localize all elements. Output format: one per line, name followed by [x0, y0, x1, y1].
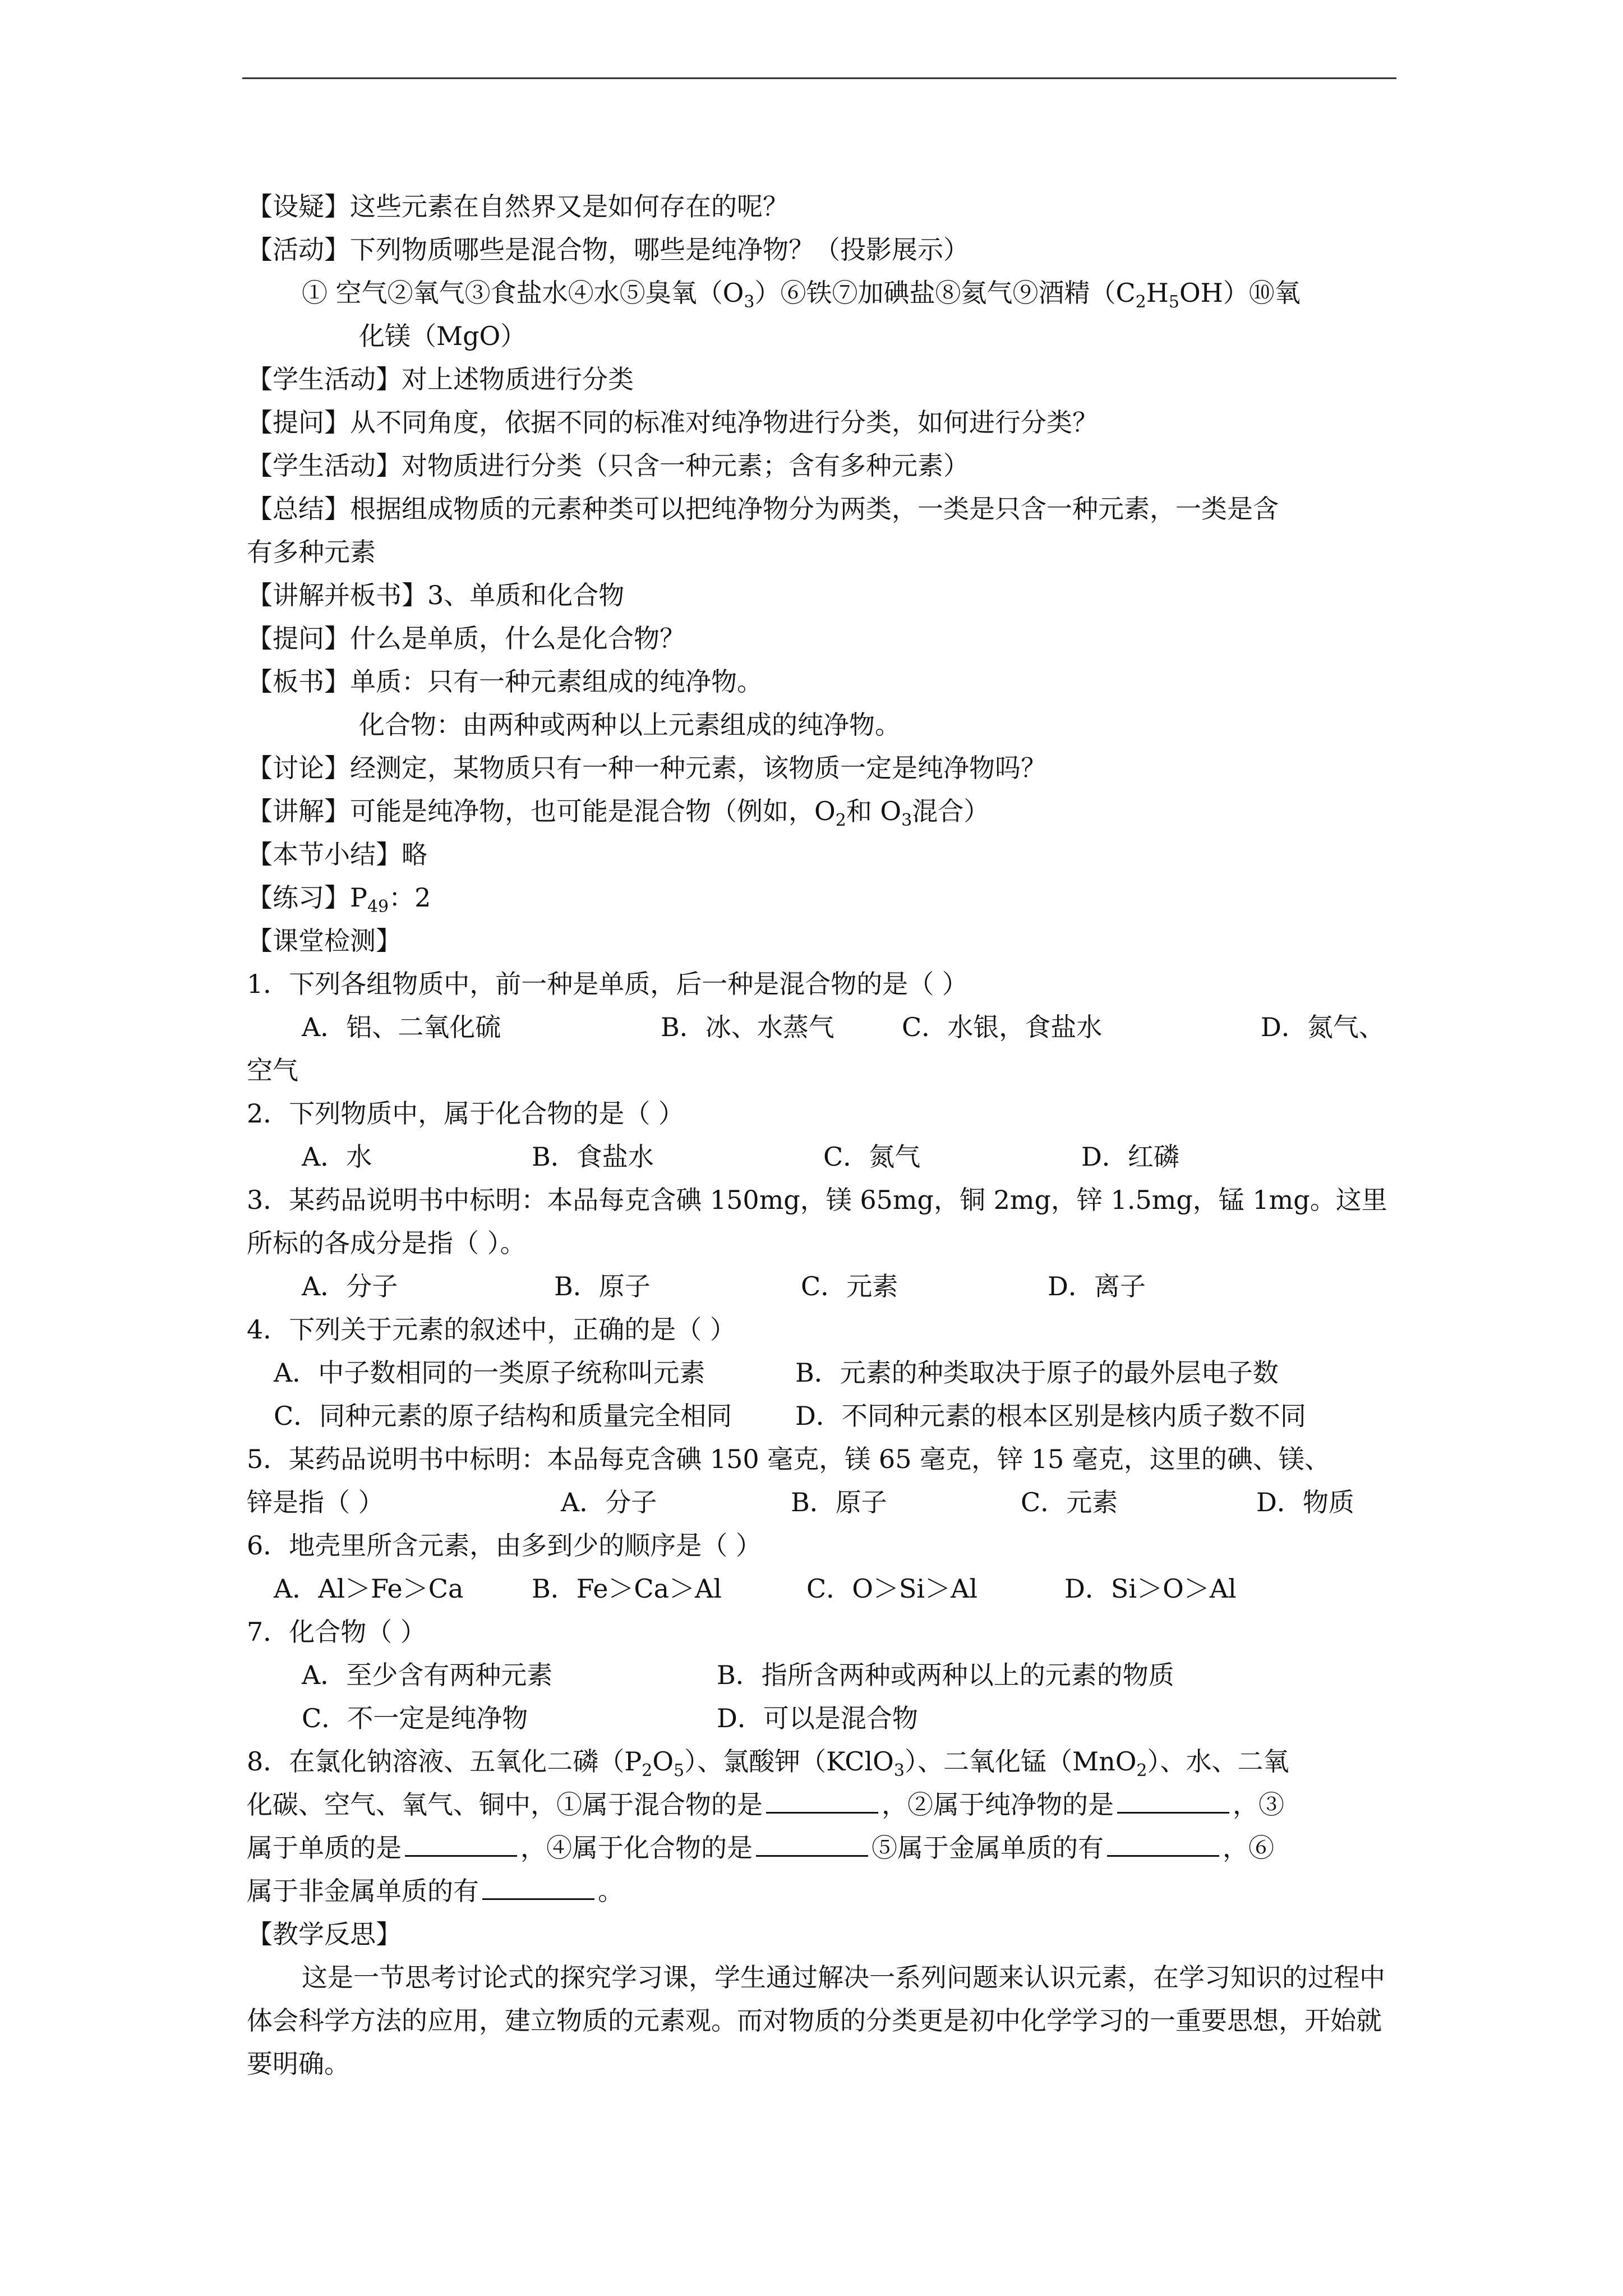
text-line: 【提问】从不同角度，依据不同的标准对纯净物进行分类，如何进行分类？: [247, 407, 1098, 438]
question-8-line-4: 属于非金属单质的有 。: [247, 1870, 1396, 1913]
option-a: A．铝、二氧化硫: [302, 1012, 501, 1042]
option-d: D．可以是混合物: [717, 1703, 918, 1733]
text-line: 【讲解】可能是纯净物，也可能是混合物（例如，$O_2$和 $O_3$混合）: [247, 796, 990, 830]
section-heading: 【课堂检测】: [247, 926, 402, 956]
text-line: ① 空气②氧气③食盐水④水⑤臭氧$(O_3)⑥$铁⑦加碘盐⑧氦气⑨酒精$(C_2H_5OH)⑩$氧: [302, 278, 1301, 312]
question-8-line-3: 属于单质的是 ，④属于化合物的是 ⑤属于金属单质的有 ，⑥: [247, 1826, 1396, 1870]
question-7-options-cd: [247, 1697, 1396, 1740]
question-1: 1．下列各组物质中，前一种是单质，后一种是混合物的是（ ）: [247, 969, 968, 999]
option-b: B．指所含两种或两种以上的元素的物质: [717, 1660, 1174, 1690]
text-line: 化合物：由两种或两种以上元素组成的纯净物。: [359, 710, 901, 740]
option-a: A．水: [302, 1142, 372, 1172]
option-b: B．原子: [554, 1271, 651, 1301]
option-a: A．Al＞Fe＞Ca: [274, 1573, 464, 1604]
option-a: A．至少含有两种元素: [302, 1660, 553, 1690]
option-a: A．分子: [561, 1487, 657, 1517]
document-body: [247, 185, 1396, 2086]
question-7: 7．化合物（ ）: [247, 1617, 426, 1647]
option-b: B．元素的种类取决于原子的最外层电子数: [795, 1358, 1279, 1388]
text-line: 【讲解并板书】3、单质和化合物: [247, 580, 625, 610]
text-line: 所标的各成分是指（ ）。: [247, 1228, 526, 1258]
option-a: A．中子数相同的一类原子统称叫元素: [274, 1358, 706, 1388]
text-line: 锌是指（ ）: [247, 1487, 384, 1517]
text-line: 【提问】什么是单质，什么是化合物？: [247, 623, 685, 654]
question-5-options: [247, 1481, 1396, 1524]
answer-blank-compound[interactable]: [756, 1830, 868, 1857]
text-line: 空气: [247, 1055, 298, 1085]
text-line: 【活动】下列物质哪些是混合物，哪些是纯净物？（投影展示）: [247, 234, 969, 265]
option-d: D．离子: [1048, 1271, 1146, 1301]
question-2: 2．下列物质中，属于化合物的是（ ）: [247, 1098, 684, 1129]
text-line: 【本节小结】略: [247, 839, 427, 869]
option-d: D．Si＞O＞Al: [1064, 1573, 1237, 1604]
option-d: D．红磷: [1081, 1142, 1179, 1172]
text-line: 化镁（MgO）: [359, 321, 527, 351]
text-line: 【学生活动】对物质进行分类（只含一种元素；含有多种元素）: [247, 450, 969, 481]
text-line: 【讨论】经测定，某物质只有一种一种元素，该物质一定是纯净物吗？: [247, 753, 1046, 783]
text-line: 【学生活动】对上述物质进行分类: [247, 364, 634, 394]
option-b: B．食盐水: [532, 1142, 654, 1172]
option-a: A．分子: [302, 1271, 398, 1301]
question-6-options: [247, 1567, 1396, 1611]
question-8-line-2: 化碳、空气、氧气、铜中，①属于混合物的是 ，②属于纯净物的是 ，③: [247, 1783, 1396, 1826]
question-3: 3．某药品说明书中标明：本品每克含碘 150mg，镁 65mg，铜 2mg，锌 1.5mg，锰 1mg。这里: [247, 1185, 1387, 1215]
option-c: C．元素: [801, 1271, 898, 1301]
answer-blank-metal[interactable]: [1107, 1830, 1219, 1857]
question-3-options: [247, 1265, 1396, 1308]
option-d: D．氮气、: [1261, 1012, 1385, 1042]
answer-blank-mixture[interactable]: [766, 1787, 878, 1814]
option-c: C．O＞Si＞Al: [806, 1573, 978, 1604]
question-4-options-ab: [247, 1351, 1396, 1395]
option-c: C．元素: [1021, 1487, 1118, 1517]
option-b: B．原子: [791, 1487, 887, 1517]
text-line: 【练习】$P_{49}$：2: [247, 882, 431, 917]
question-4-options-cd: [247, 1395, 1396, 1438]
question-6: 6．地壳里所含元素，由多到少的顺序是（ ）: [247, 1530, 762, 1561]
option-c: C．同种元素的原子结构和质量完全相同: [274, 1401, 732, 1431]
text-line: 【板书】单质：只有一种元素组成的纯净物。: [247, 666, 763, 697]
question-8: 8．在氯化钠溶液、五氧化二磷$(P_2O_5)$、氯酸钾（KClO$_3$）、二氧化锰（MnO$_2$）、水、二氧: [247, 1746, 1289, 1780]
answer-blank-element-substance[interactable]: [405, 1830, 517, 1857]
header-rule: [242, 77, 1396, 79]
option-c: C．水银，食盐水: [902, 1012, 1103, 1042]
text-line: 有多种元素: [247, 537, 376, 567]
answer-blank-nonmetal[interactable]: [482, 1874, 594, 1900]
question-5: 5．某药品说明书中标明：本品每克含碘 150 毫克，镁 65 毫克，锌 15 毫克，这里的碘、镁、: [247, 1444, 1330, 1474]
question-4: 4．下列关于元素的叙述中，正确的是（ ）: [247, 1314, 736, 1345]
question-7-options-ab: [247, 1654, 1396, 1697]
question-1-options: [247, 1006, 1396, 1049]
answer-blank-pure[interactable]: [1117, 1787, 1229, 1814]
question-2-options: [247, 1135, 1396, 1179]
reflection-paragraph: 这是一节思考讨论式的探究学习课，学生通过解决一系列问题来认识元素，在学习知识的过程中体会科学方法的应用，建立物质的元素观。而对物质的分类更是初中化学学习的一重要思想，开始就要明确。: [247, 1962, 1385, 2079]
option-b: B．冰、水蒸气: [661, 1012, 834, 1042]
option-d: D．物质: [1256, 1487, 1354, 1517]
text-line: 【设疑】这些元素在自然界又是如何存在的呢？: [247, 191, 789, 222]
option-d: D．不同种元素的根本区别是核内质子数不同: [795, 1401, 1306, 1431]
option-c: C．氮气: [823, 1142, 921, 1172]
option-c: C．不一定是纯净物: [302, 1703, 528, 1733]
option-b: B．Fe＞Ca＞Al: [532, 1573, 722, 1604]
section-heading: 【教学反思】: [247, 1919, 402, 1949]
text-line: 【总结】根据组成物质的元素种类可以把纯净物分为两类，一类是只含一种元素，一类是含: [247, 494, 1279, 524]
